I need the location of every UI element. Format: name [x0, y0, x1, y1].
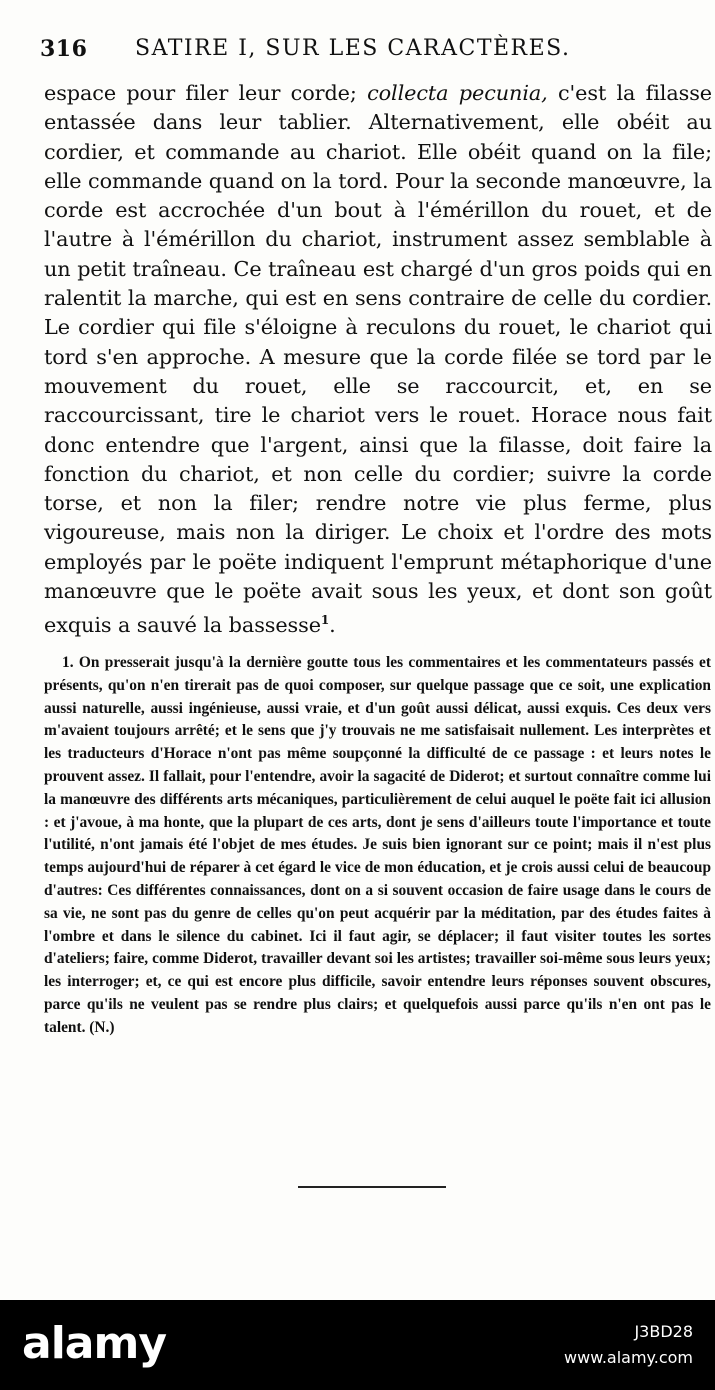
running-head: SATIRE I, SUR LES CARACTÈRES. [135, 36, 571, 61]
image-id: J3BD28 [634, 1322, 693, 1341]
footnote-reference[interactable]: 1 [320, 613, 330, 628]
alamy-logo: alamy [22, 1318, 166, 1369]
page-number: 316 [40, 36, 88, 62]
body-paragraph [44, 79, 712, 641]
footnote-text: On presserait jusqu'à la dernière goutte tous les commentaires et les commentateurs passés et présents, qu'on n'en tirerait pas de quoi composer, sur quelque passage que ce soit, une explication aussi naturelle, aussi ingénieuse, aussi vraie, et d'un goût aussi délicat, aussi exquis. Ces deux vers m'avaient toujours arrêté; et le sens que j'y trouvais ne me satisfaisait nullement. Les interprètes et les traducteurs d'Horace n'ont pas même soupçonné la difficulté de ce passage : et leurs notes le prouvent assez. Il fallait, pour l'entendre, avoir la sagacité de Diderot; et surtout connaître comme lui la manœuvre des différents arts mécaniques, particulièrement de celui auquel le poëte fait ici allusion : et j'avoue, à ma honte, que la plupart de ces arts, dont je sens d'ailleurs toute l'importance et toute l'utilité, n'ont jamais été l'objet de mes études. Je suis bien ignorant sur ce point; mais il n'est plus temps aujourd'hui de réparer à cet égard le vice de mon éducation, et je crois aussi celui de beaucoup d'autres: Ces différentes connaissances, dont on a si souvent occasion de faire usage dans le cours de sa vie, ne sont pas du genre de celles qu'on peut acquérir par la méditation, par des études faites à l'ombre et dans le silence du cabinet. Ici il faut agir, se déplacer; il faut visiter toutes les sortes d'ateliers; faire, comme Diderot, travailler devant soi les artistes; travailler soi-même sous leurs yeux; les interroger; et, ce qui est encore plus difficile, savoir entendre leurs réponses souvent obscures, parce qu'ils ne veulent pas se rendre plus clairs; et quelquefois aussi parce qu'ils n'en ont pas le talent. (N.) [44, 654, 711, 1036]
page-header [40, 36, 699, 70]
footnote-marker: 1. [62, 654, 74, 671]
end-rule [298, 1186, 446, 1188]
footnote [44, 652, 711, 1040]
latin-quote: collecta pecunia, [367, 81, 548, 105]
body-text-start: espace pour filer leur corde; [44, 81, 368, 105]
body-text-main: c'est la filasse entassée dans leur tablier. Alternativement, elle obéit au cordier, et commande au chariot. Elle obéit quand on la file; elle commande quand on la tord. Pour la seconde manœuvre, la corde est accrochée d'un bout à l'émérillon du rouet, et de l'autre à l'émérillon du chariot, instrument assez semblable à un petit traîneau. Ce traîneau est chargé d'un gros poids qui en ralentit la marche, qui est en sens contraire de celle du cordier. Le cordier qui file s'éloigne à reculons du rouet, le chariot qui tord s'en approche. A mesure que la corde filée se tord par le mouvement du rouet, elle se raccourcit, et, en se raccourcissant, tire le chariot vers le rouet. Horace nous fait donc entendre que l'argent, ainsi que la filasse, doit faire la fonction du chariot, et non celle du cordier; suivre la corde torse, et non la filer; rendre notre vie plus ferme, plus vigoureuse, mais non la diriger. Le choix et l'ordre des mots employés par le poëte indiquent l'emprunt métaphorique d'une manœuvre que le poëte avait sous les yeux, et dont son goût exquis a sauvé la bassesse [44, 81, 713, 638]
watermark-banner [0, 1300, 715, 1390]
body-text-end: . [329, 613, 336, 638]
site-url: www.alamy.com [564, 1348, 693, 1367]
